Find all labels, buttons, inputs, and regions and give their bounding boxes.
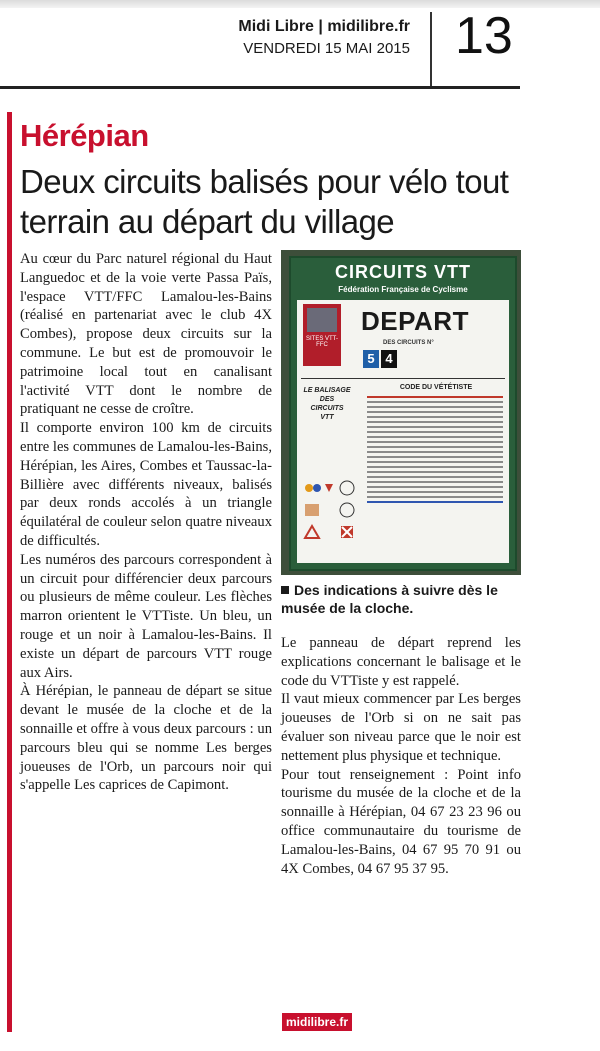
article-accent-bar [7, 112, 12, 1032]
article-photo [281, 250, 521, 575]
source-tag: midilibre.fr [282, 1013, 352, 1031]
paragraph: Il comporte environ 100 km de circuits entre les communes de Lamalou-les-Bains, Hérépian, les Aires, Combes et Taussac-la-Billière avec différents niveaux, balisés par deux ronds accolés à un triangle équilatéral de couleur selon quatre niveaux de difficultés. [20, 420, 272, 549]
depart-label: DEPART [361, 306, 469, 336]
newspaper-brand: Midi Libre | midilibre.fr [238, 18, 410, 35]
paragraph: Au cœur du Parc naturel régional du Haut Languedoc et de la voie verte Passa Païs, l'espace VTT/FFC Lamalou-les-Bains (réalisé en partenariat avec le club 4X Combes), propose deux circuits sur la commune. Le but est de promouvoir le patrimoine local tout en canalisant l'activité VTT dont le nombre de pratiquant ne cesse de croître. [20, 251, 272, 418]
vtt-sign [289, 256, 517, 571]
paragraph: Il vaut mieux commencer par Les berges joueuses de l'Orb si on ne sait pas évaluer son niveau parce que le noir est nettement plus physique et technique. [281, 691, 521, 764]
balisage-heading: LE BALISAGE DES CIRCUITS VTT [303, 387, 351, 421]
circuit-number-black: 4 [381, 350, 397, 368]
masthead [238, 18, 410, 58]
code-rules-text [367, 396, 503, 506]
article-headline: Deux circuits balisés pour vélo tout terrain au départ du village [20, 163, 509, 240]
paragraph: Le panneau de départ reprend les explications concernant le balisage et le code du VTTiste y est rappelé. [281, 635, 521, 689]
sign-title: CIRCUITS VTT [335, 262, 471, 282]
photo-caption [281, 581, 521, 617]
page-number: 13 [455, 7, 513, 65]
sign-divider [301, 378, 505, 379]
paragraph: À Hérépian, le panneau de départ se situe devant le musée de la cloche et de la sonnaille et offre à vous deux parcours : un parcours bleu qui se nomme Les berges joueuses de l'Orb, un parcours noir qui s'appelle Les caprices de Capimont. [20, 683, 272, 794]
header-divider [430, 12, 432, 86]
sign-subtitle: Fédération Française de Cyclisme [338, 285, 468, 294]
article-column-2 [281, 634, 521, 878]
caption-bullet-icon [281, 586, 289, 594]
issue-date: VENDREDI 15 MAI 2015 [243, 40, 410, 57]
code-heading: CODE DU VÉTÉTISTE [399, 384, 473, 391]
article-kicker: Hérépian [20, 118, 149, 153]
caption-text: Des indications à suivre dès le musée de la cloche. [281, 582, 498, 616]
circuit-number-blue: 5 [363, 350, 379, 368]
sites-label: SITES VTT-FFC [305, 336, 338, 348]
sign-icons [303, 480, 363, 555]
trail-markers-icon [303, 480, 363, 550]
header-rule [0, 86, 520, 89]
riders-image [307, 308, 337, 332]
sites-logo [303, 304, 341, 366]
paragraph: Pour tout renseignement : Point info tourisme du musée de la cloche et de la sonnaille à Hérépian, 04 67 23 23 96 ou office communautaire du tourisme de Lamalou-les-Bains, 04 67 95 70 91 ou 4X Combes, 04 67 95 37 95. [281, 766, 521, 877]
article-column-1 [20, 250, 272, 795]
sign-panel [297, 300, 509, 563]
paragraph: Les numéros des parcours correspondent à un circuit pour différencier deux parcours ou plusieurs de même couleur. Les flèches marron orientent le VTTiste. Un bleu, un rouge et un noir à Lamalou-les-Bains. Il existe un départ de parcours VTT rouge aux Airs. [20, 551, 272, 681]
depart-sublabel: DES CIRCUITS N° [383, 340, 434, 346]
